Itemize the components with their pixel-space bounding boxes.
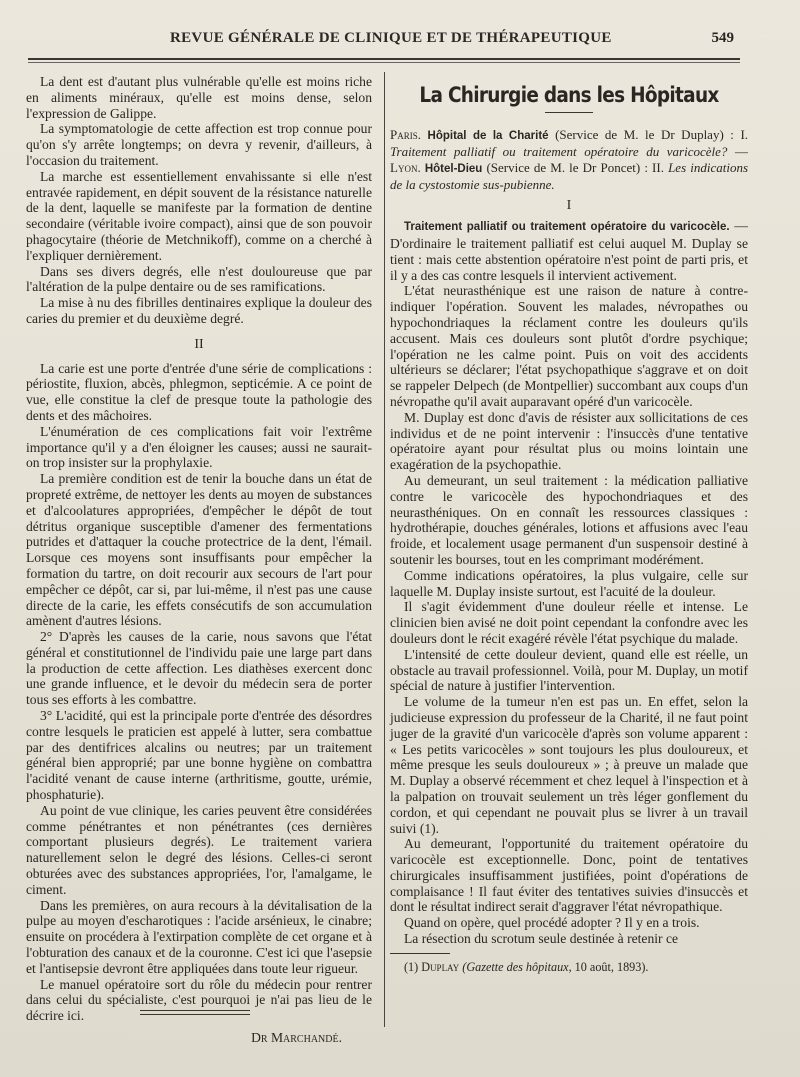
subsection-paragraph (390, 218, 748, 283)
byline-hospital-lyon: Hôtel-Dieu (424, 162, 483, 175)
paragraph: Dans les premières, on aura recours à la dévitalisation de la pulpe au moyen d'escharotiques : l'acide arsénieux, le cinabre; ensuite on procédera à l'extirpation complète de cet organe et à l'obturation des canaux et de la couronne. C'est ici que l'asepsie et l'antisepsie devront être appliquées dans toute leur rigueur. (26, 897, 372, 976)
paragraph: Quand on opère, quel procédé adopter ? Il y en a trois. (404, 915, 700, 931)
subsection-heading: Traitement palliatif ou traitement opératoire du varicocèle. (404, 221, 730, 234)
paragraph: Comme indications opératoires, la plus vulgaire, celle sur laquelle M. Duplay insiste surtout, est l'acuité de la douleur. (390, 567, 748, 599)
paragraph: Au point de vue clinique, les caries peuvent être considérées comme pénétrantes et non pénétrantes (ces dernières comportant plusieurs degrés). Le traitement variera naturellement selon le degré des lésions. Celles-ci seront obturées avec des substances appropriées, l'or, l'amalgame, le ciment. (26, 802, 372, 897)
footnote-date: 10 août, 1893). (574, 959, 649, 974)
article-title: La Chirurgie dans les Hôpitaux (419, 83, 719, 107)
author-signature: Dr Marchandé. (251, 1030, 342, 1046)
header-rule-thin (28, 62, 740, 63)
running-header (20, 28, 780, 50)
paragraph: L'intensité de cette douleur devient, quand elle est réelle, un obstacle au travail professionnel. Voilà, pour M. Duplay, un motif spécial de nature à justifier l'intervention. (390, 646, 748, 694)
section-heading-ii: II (194, 336, 204, 352)
journal-title: REVUE GÉNÉRALE DE CLINIQUE ET DE THÉRAPEUTIQUE (170, 30, 612, 46)
paragraph: 2° D'après les causes de la carie, nous savons que l'état général et constitutionnel de l'individu paie une large part dans la production de cette affection. Les diathèses exercent donc une grande influence, et le devoir du médecin sera de porter tous ses efforts à les combattre. (26, 629, 372, 708)
paragraph: M. Duplay est donc d'avis de résister aux sollicitations de ces individus et de ne point intervenir : l'insuccès d'une tentative opératoire ayant pour résultat plus ou moins lointain une exagération de la psychopathie. (390, 409, 748, 473)
article-byline (390, 127, 748, 193)
paragraph: Il s'agit évidemment d'une douleur réelle et intense. Le clinicien bien avisé ne doit point cependant la confondre avec les douleurs dont le récit exagéré révèle l'état psychique du malade. (390, 599, 748, 646)
title-rule (545, 112, 593, 113)
paragraph: La carie est une porte d'entrée d'une série de complications : périostite, fluxion, abcès, phlegmon, septicémie. A ce point de vue, elle constitue la clef de presque toute la pathologie des dents et des mâchoires. (26, 360, 372, 423)
paragraph: 3° L'acidité, qui est la principale porte d'entrée des désordres contre lesquels le praticien est appelé à lutter, sera combattue par des dentifrices alcalins ou neutres; par un traitement général bien approprié; par une bonne hygiène on combattra l'acidité venant de cause interne (arthritisme, goutte, urémie, phosphaturie). (26, 708, 372, 803)
paragraph: La symptomatologie de cette affection est trop connue pour qu'on s'y arrête longtemps; on devra y revenir, d'ailleurs, à l'occasion du traitement. (26, 121, 372, 168)
paragraph: Au demeurant, un seul traitement : la médication palliative contre le varicocèle des hypochondriaques et des neurasthéniques. On en connaît les ressources classiques : hydrothérapie, douches générales, lotions et affusions avec l'eau froide, et localement usage permanent d'un suspensoir destiné à soutenir les bourses, tout en les comprimant modérément. (390, 472, 748, 567)
subsection-text: — D'ordinaire le traitement palliatif est celui auquel M. Duplay se tient : mais cette abstention opératoire n'est point de parti pris, et il y a des cas contre lesquels il intervient activement. (390, 218, 748, 283)
paragraph: Dans ses divers degrés, elle n'est douloureuse que par l'altération de la pulpe dentaire ou de ses ramifications. (26, 263, 372, 295)
byline-city-lyon: — Lyon. (390, 144, 748, 175)
footnote-author: (1) Duplay (404, 959, 460, 974)
byline-service-lyon: (Service de M. le Dr Poncet) : II. (486, 159, 664, 175)
paragraph: Le volume de la tumeur n'en est pas un. En effet, selon la judicieuse expression du professeur de la Charité, il ne faut point juger de la gravité d'un varicocèle d'après son volume apparent : « Les petits varicocèles » sont toujours les plus douloureux, et même presque les seuls douloureux » ; à preuve un malade que M. Duplay a observé récemment et chez lequel à l'inspection et à la palpation on trouvait seulement un très léger gonflement du cordon, et qui cependant ne pouvait plus se livrer à un travail suivi (1). (390, 694, 748, 836)
byline-hospital: Hôpital de la Charité (427, 129, 549, 142)
footnote-source: (Gazette des hôpitaux, (462, 959, 572, 974)
left-column (26, 74, 372, 1046)
byline-city: Paris. (390, 126, 421, 142)
paragraph: La première condition est de tenir la bouche dans un état de propreté extrême, de nettoyer les dents au moyen de substances et d'alcoolatures appropriées, d'empêcher le dépôt de tout détritus organique susceptible d'amener des fermentations putrides et d'attaquer la couche protectrice de la dent, l'émail. Lorsque ces moyens sont insuffisants pour empêcher la formation du tartre, on doit recourir aux secours de l'art pour empêcher ce dépôt, car si, par lui-même, il n'est pas une cause directe de la carie, les effets consécutifs de son accumulation amènent d'autres lésions. (26, 471, 372, 629)
paragraph: L'état neurasthénique est une raison de nature à contre-indiquer l'opération. Souvent les malades, névropathes ou hypochondriaques la réclament contre les douleurs qu'ils accusent. Mais ces douleurs sont plutôt d'ordre psychique; l'opération ne les calme point. Puis on voit des accidents ultérieurs se déclarer; l'état psychopathique s'aggrave et on doit se rappeler Delpech (de Montpellier) succombant aux coups d'un névropathe qu'il avait auparavant opéré d'un varicocèle. (390, 283, 748, 409)
paragraph: La dent est d'autant plus vulnérable qu'elle est moins riche en aliments minéraux, qu'elle est moins dense, selon l'expression de Galippe. (26, 74, 372, 121)
article-end-rule (140, 1010, 250, 1015)
footnote (390, 960, 748, 976)
footnote-rule (390, 953, 450, 954)
paragraph: Le manuel opératoire sort du rôle du médecin pour rentrer dans celui du spécialiste, c'est pourquoi je n'ai pas lieu de le décrire ici. (26, 976, 372, 1024)
paragraph: Au demeurant, l'opportunité du traitement opératoire du varicocèle est exceptionnelle. Donc, point de tentatives chirurgicales insuffisamment justifiées, point d'opérations de complaisance ! Il faut éviter des tentatives suivies d'insuccès et dont le résultat indirect serait d'aggraver l'état névropathique. (390, 836, 748, 915)
section-heading-i: I (566, 198, 572, 214)
byline-service: (Service de M. le Dr Duplay) : I. (555, 126, 749, 142)
byline-topic-lyon: Les indications de la cystostomie sus-pubienne. (390, 159, 749, 193)
paragraph: La marche est essentiellement envahissante si elle n'est entravée rapidement, en dépit souvent de la résistance naturelle de la dent, laquelle se manifeste par la formation de dentine secondaire (véritable ivoire compact), ainsi que de son pouvoir phagocytaire (théorie de Metchnikoff), comme on a cherché à l'expliquer dernièrement. (26, 168, 372, 263)
paragraph: La résection du scrotum seule destinée à retenir ce (404, 931, 679, 947)
page-number: 549 (711, 30, 734, 46)
paragraph: L'énumération de ces complications fait voir l'extrême importance qu'il y a d'en éloigner les causes; aussi ne saurait-on trop insister sur la prophylaxie. (26, 423, 372, 471)
byline-topic: Traitement palliatif ou traitement opératoire du varicocèle? (390, 144, 728, 160)
right-column (390, 74, 748, 976)
paragraph: La mise à nu des fibrilles dentinaires explique la douleur des caries du premier et du deuxième degré. (26, 295, 372, 326)
column-divider (384, 72, 385, 1027)
header-rule (28, 58, 740, 60)
